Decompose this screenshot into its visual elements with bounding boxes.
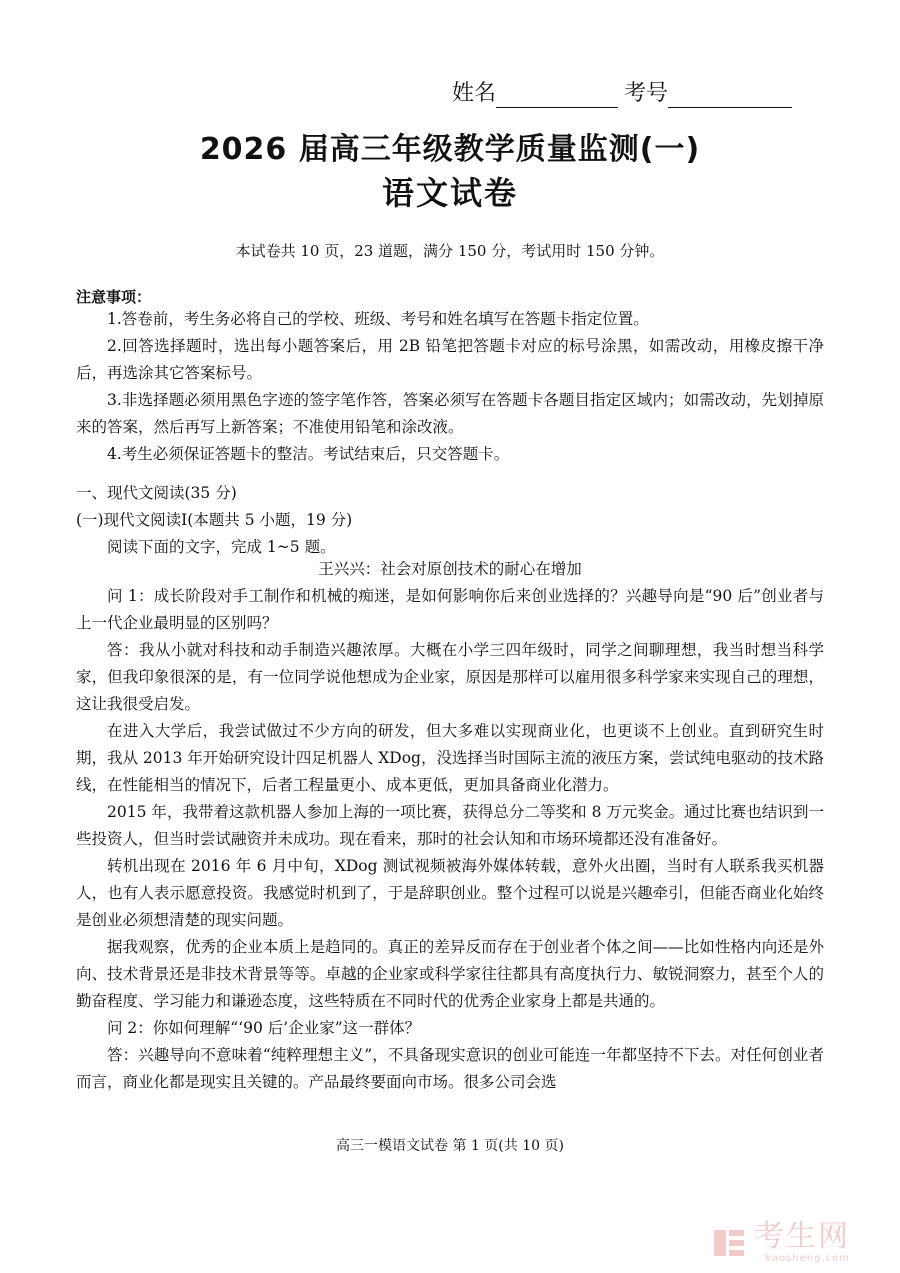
notes-heading: 注意事项： bbox=[76, 288, 152, 306]
section-header bbox=[76, 480, 824, 561]
subject-title: 语文试卷 bbox=[381, 174, 518, 212]
article-paragraph: 答：兴趣导向不意味着“纯粹理想主义”，不具备现实意识的创业可能连一年都坚持不下去。对任何创业者而言，商业化都是现实且关键的。产品最终要面向市场。很多公司会选 bbox=[76, 1046, 824, 1091]
note-item: 1.答卷前，考生务必将自己的学校、班级、考号和姓名填写在答题卡指定位置。 bbox=[107, 310, 649, 328]
page-footer: 高三一模语文试卷 第 1 页(共 10 页) bbox=[336, 1138, 564, 1154]
note-item: 3.非选择题必须用黑色字迹的签字笔作答，答案必须写在答题卡各题目指定区域内；如需改动，先划掉原来的答案，然后再写上新答案；不准使用铅笔和涂改液。 bbox=[76, 391, 824, 436]
article-paragraph: 问 1：成长阶段对手工制作和机械的痴迷，是如何影响你后来创业选择的？兴趣导向是“90 后”创业者与上一代企业最明显的区别吗？ bbox=[76, 587, 824, 632]
exam-number-blank bbox=[668, 85, 792, 108]
kaosheng-logo-icon bbox=[712, 1226, 746, 1260]
watermark-text: 考生网 bbox=[754, 1219, 850, 1254]
candidate-info-line bbox=[452, 80, 792, 108]
article-paragraph: 据我观察，优秀的企业本质上是趋同的。真正的差异反而存在于创业者个体之间——比如性格内向还是外向、技术背景还是非技术背景等等。卓越的企业家或科学家往往都具有高度执行力、敏锐洞察力，甚至个人的勤奋程度、学习能力和谦逊态度，这些特质在不同时代的优秀企业家身上都是共通的。 bbox=[76, 938, 824, 1010]
note-item: 2.回答选择题时，选出每小题答案后，用 2B 铅笔把答题卡对应的标号涂黑，如需改动，用橡皮擦干净后，再选涂其它答案标号。 bbox=[76, 337, 824, 382]
article-paragraph: 2015 年，我带着这款机器人参加上海的一项比赛，获得总分二等奖和 8 万元奖金。通过比赛也结识到一些投资人，但当时尝试融资并未成功。现在看来，那时的社会认知和市场环境都还没有准备好。 bbox=[76, 803, 824, 848]
kaosheng-watermark bbox=[712, 1218, 892, 1268]
section-subheading: (一)现代文阅读Ⅰ(本题共 5 小题，19 分) bbox=[76, 511, 353, 529]
article-paragraph: 在进入大学后，我尝试做过不少方向的研发，但大多难以实现商业化，也更谈不上创业。直到研究生时期，我从 2013 年开始研究设计四足机器人 XDog，没选择当时国际主流的液压方案，尝试纯电驱动的技术路线，在性能相当的情况下，后者工程量更小、成本更低，更加具备商业化潜力。 bbox=[76, 722, 824, 794]
article-paragraph: 问 2：你如何理解“‘90 后’企业家”这一群体？ bbox=[107, 1019, 421, 1037]
article-paragraph: 转机出现在 2016 年 6 月中旬，XDog 测试视频被海外媒体转载，意外火出圈，当时有人联系我买机器人，也有人表示愿意投资。我感觉时机到了，于是辞职创业。整个过程可以说是兴趣牵引，但能否商业化始终是创业必须想清楚的现实问题。 bbox=[76, 857, 824, 929]
watermark-url: kaosheng.com bbox=[765, 1253, 850, 1264]
name-label: 姓名 bbox=[451, 81, 496, 106]
article-paragraph: 答：我从小就对科技和动手制造兴趣浓厚。大概在小学三四年级时，同学之间聊理想，我当时想当科学家，但我印象很深的是，有一位同学说他想成为企业家，原因是那样可以雇用很多科学家来实现自己的理想，这让我很受启发。 bbox=[76, 641, 824, 713]
exam-number-label: 考号 bbox=[623, 81, 668, 106]
notes-list bbox=[76, 306, 824, 468]
exam-title: 2026 届高三年级教学质量监测(一) bbox=[199, 132, 701, 167]
reading-instruction: 阅读下面的文字，完成 1~5 题。 bbox=[107, 538, 336, 556]
section-heading: 一、现代文阅读(35 分) bbox=[76, 484, 237, 502]
article-title: 王兴兴：社会对原创技术的耐心在增加 bbox=[318, 560, 582, 578]
exam-intro: 本试卷共 10 页，23 道题，满分 150 分，考试用时 150 分钟。 bbox=[235, 242, 665, 260]
note-item: 4.考生必须保证答题卡的整洁。考试结束后，只交答题卡。 bbox=[107, 445, 510, 463]
article bbox=[76, 556, 824, 1096]
name-blank bbox=[496, 85, 618, 108]
